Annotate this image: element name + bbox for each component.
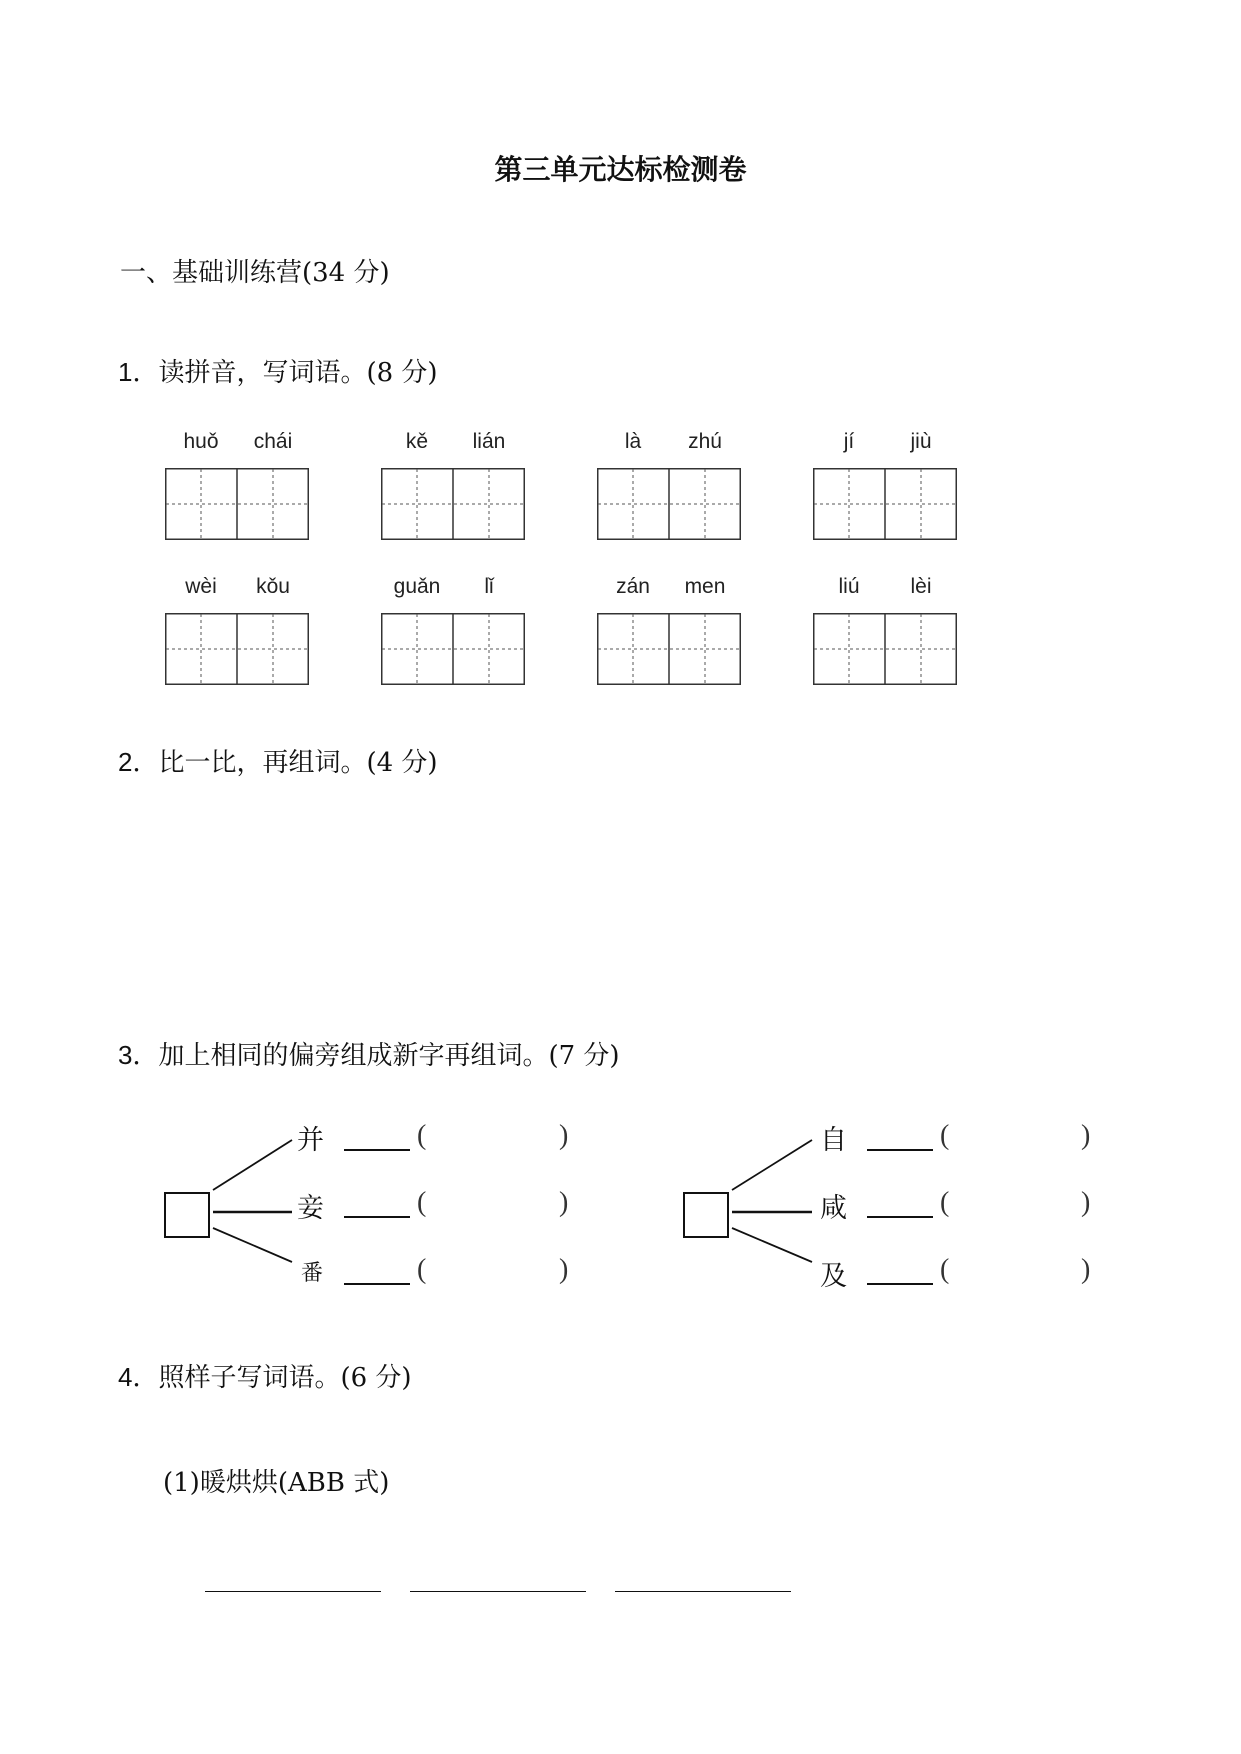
paren-close: ) bbox=[1081, 1120, 1091, 1151]
question-text: 比一比，再组词。(4 分) bbox=[158, 748, 438, 778]
component-char: 番 bbox=[301, 1261, 324, 1286]
pinyin-syllable: là bbox=[624, 430, 642, 453]
paren-close: ) bbox=[1081, 1254, 1091, 1285]
question-number: 1． bbox=[118, 357, 159, 387]
pinyin-syllable: zán bbox=[616, 575, 650, 598]
pinyin-syllable: men bbox=[684, 575, 726, 598]
pinyin-syllable: kǒu bbox=[256, 575, 290, 598]
answer-line[interactable] bbox=[410, 1591, 586, 1592]
pinyin-syllable: chái bbox=[253, 430, 293, 453]
pinyin-syllable: kě bbox=[405, 430, 429, 453]
answer-line[interactable] bbox=[615, 1591, 791, 1592]
paren-open: ( bbox=[940, 1254, 950, 1285]
paren-close: ) bbox=[559, 1254, 569, 1285]
answer-line[interactable] bbox=[205, 1591, 381, 1592]
component-char: 及 bbox=[820, 1261, 847, 1292]
question-number: 3． bbox=[118, 1040, 159, 1070]
pinyin-syllable: zhú bbox=[688, 430, 722, 453]
radical-box-2[interactable] bbox=[684, 1193, 728, 1237]
paren-open: ( bbox=[417, 1254, 427, 1285]
sub-question-1: (1)暖烘烘(ABB 式) bbox=[163, 1468, 390, 1498]
char-blank[interactable] bbox=[867, 1283, 933, 1285]
char-blank[interactable] bbox=[344, 1216, 410, 1218]
question-number: 2． bbox=[118, 747, 159, 777]
char-blank[interactable] bbox=[344, 1283, 410, 1285]
question-4 bbox=[118, 1357, 412, 1394]
pinyin-syllable: jiù bbox=[910, 430, 932, 453]
page-title: 第三单元达标检测卷 bbox=[494, 153, 747, 186]
pinyin-syllable: wèi bbox=[185, 575, 217, 598]
section-heading: 一、基础训练营(34 分) bbox=[120, 258, 390, 288]
component-char: 并 bbox=[297, 1125, 324, 1156]
question-number: 4． bbox=[118, 1362, 159, 1392]
char-blank[interactable] bbox=[867, 1149, 933, 1151]
question-text: 读拼音，写词语。(8 分) bbox=[158, 358, 438, 388]
component-char: 咸 bbox=[820, 1193, 847, 1224]
component-char: 妾 bbox=[297, 1193, 324, 1224]
question-text: 加上相同的偏旁组成新字再组词。(7 分) bbox=[158, 1041, 620, 1071]
pinyin-syllable: jí bbox=[843, 430, 855, 453]
paren-open: ( bbox=[417, 1120, 427, 1151]
component-char: 自 bbox=[820, 1125, 847, 1156]
paren-close: ) bbox=[559, 1120, 569, 1151]
radical-box-1[interactable] bbox=[165, 1193, 209, 1237]
paren-open: ( bbox=[940, 1120, 950, 1151]
char-blank[interactable] bbox=[344, 1149, 410, 1151]
paren-open: ( bbox=[417, 1187, 427, 1218]
paren-close: ) bbox=[559, 1187, 569, 1218]
pinyin-syllable: lián bbox=[472, 430, 506, 453]
pinyin-syllable: liú bbox=[838, 575, 860, 598]
char-blank[interactable] bbox=[867, 1216, 933, 1218]
question-text: 照样子写词语。(6 分) bbox=[158, 1363, 412, 1393]
pinyin-syllable: lèi bbox=[910, 575, 932, 598]
pinyin-syllable: guǎn bbox=[393, 575, 441, 598]
paren-close: ) bbox=[1081, 1187, 1091, 1218]
pinyin-syllable: lǐ bbox=[484, 575, 494, 598]
paren-open: ( bbox=[940, 1187, 950, 1218]
pinyin-syllable: huǒ bbox=[183, 430, 219, 453]
